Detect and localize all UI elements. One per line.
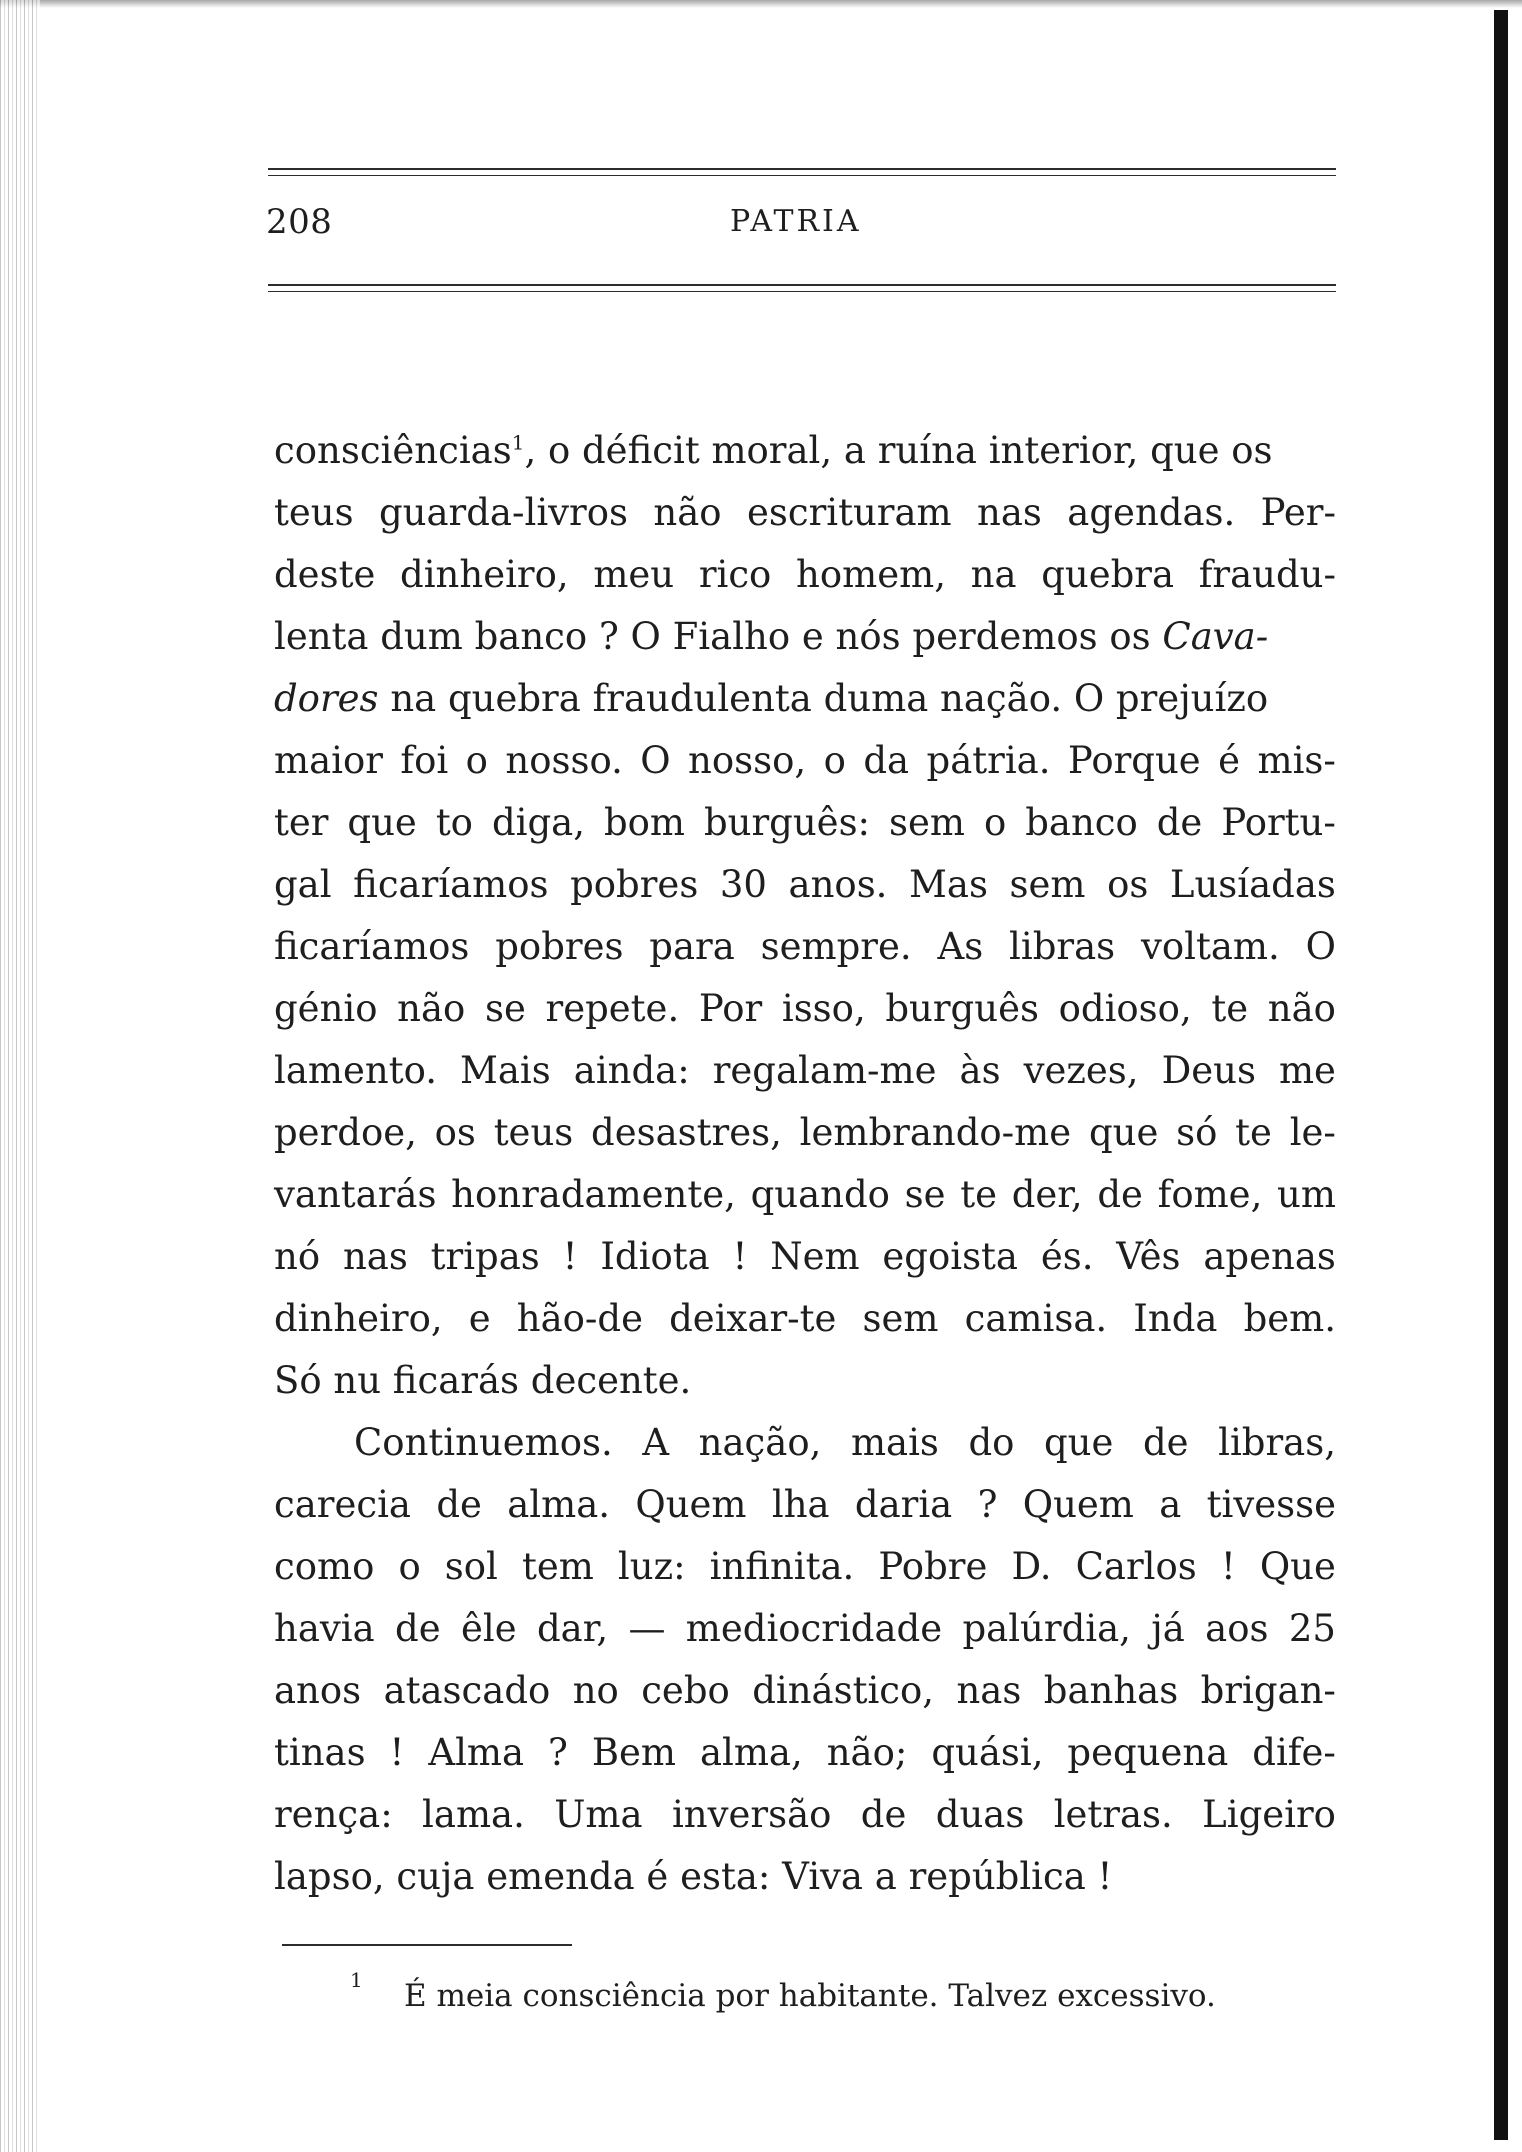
text-word: foi bbox=[400, 739, 449, 782]
text-segment bbox=[274, 668, 1268, 730]
text-word: o bbox=[983, 801, 1007, 844]
text-word: da bbox=[863, 739, 910, 782]
text-word: libras, bbox=[1218, 1421, 1336, 1464]
text-segment: , o déficit moral, a ruína interior, que os bbox=[524, 429, 1273, 472]
text-word: do bbox=[968, 1421, 1015, 1464]
text-word: anos. bbox=[788, 863, 888, 906]
text-word: não; bbox=[826, 1731, 908, 1774]
text-word: tripas bbox=[430, 1235, 540, 1278]
text-word: voltam. bbox=[1140, 925, 1280, 968]
text-word: ter bbox=[274, 801, 329, 844]
text-word: D. bbox=[1011, 1545, 1052, 1588]
text-word: desastres, bbox=[591, 1111, 782, 1154]
text-word: nó bbox=[274, 1235, 321, 1278]
text-word: o bbox=[465, 739, 488, 782]
text-word: Bem bbox=[591, 1731, 676, 1774]
text-word: sem bbox=[862, 1297, 939, 1340]
text-segment bbox=[274, 606, 1268, 668]
text-word: ficaríamos bbox=[274, 925, 470, 968]
text-word: As bbox=[937, 925, 984, 968]
text-word: quando bbox=[750, 1173, 890, 1216]
text-word: de bbox=[436, 1483, 482, 1526]
text-word: dinheiro, bbox=[274, 1297, 443, 1340]
text-word: Quem bbox=[635, 1483, 747, 1526]
text-word: êle bbox=[460, 1607, 517, 1650]
text-word: palúrdia, bbox=[962, 1607, 1131, 1650]
text-word: não bbox=[1267, 987, 1336, 1030]
text-word: no bbox=[572, 1669, 619, 1712]
text-word: te bbox=[1235, 1111, 1272, 1154]
text-word: bom bbox=[603, 801, 685, 844]
text-word: bem. bbox=[1243, 1297, 1336, 1340]
text-word: na bbox=[970, 553, 1017, 596]
text-word: isso, bbox=[781, 987, 866, 1030]
text-word: ! bbox=[389, 1731, 405, 1774]
text-word: lha bbox=[771, 1483, 830, 1526]
text-word: te bbox=[960, 1173, 997, 1216]
page-number: 208 bbox=[266, 202, 333, 242]
text-line bbox=[274, 978, 1336, 1040]
text-word: homem, bbox=[796, 553, 946, 596]
text-word: quebra bbox=[1041, 553, 1175, 596]
footnote-marker: 1 bbox=[350, 1968, 363, 1992]
text-word: não bbox=[397, 987, 466, 1030]
header-top-rule-thin bbox=[268, 175, 1336, 176]
text-line: Só nu ficarás decente. bbox=[274, 1359, 692, 1402]
text-word: vantarás bbox=[274, 1173, 437, 1216]
text-word: tinas bbox=[274, 1731, 366, 1774]
text-line bbox=[274, 1288, 1336, 1350]
text-word: Vês bbox=[1116, 1235, 1181, 1278]
text-word: pobres bbox=[495, 925, 624, 968]
text-word: cebo bbox=[641, 1669, 730, 1712]
text-word: de bbox=[1156, 801, 1203, 844]
text-word: teus bbox=[493, 1111, 574, 1154]
scan-binding-edge bbox=[0, 0, 40, 2152]
text-word: como bbox=[274, 1545, 375, 1588]
text-word: brigan- bbox=[1200, 1669, 1336, 1712]
text-word: regalam-me bbox=[712, 1049, 937, 1092]
text-word: O bbox=[640, 739, 671, 782]
text-word: que bbox=[347, 801, 417, 844]
text-word: burguês: bbox=[703, 801, 871, 844]
text-word: Idiota bbox=[600, 1235, 710, 1278]
text-word: perdoe, bbox=[274, 1111, 417, 1154]
text-word: já bbox=[1151, 1607, 1185, 1650]
text-word: teus bbox=[274, 491, 354, 534]
text-word: os bbox=[434, 1111, 476, 1154]
text-word: nas bbox=[956, 1669, 1022, 1712]
text-word: Quem bbox=[1022, 1483, 1134, 1526]
text-word: odioso, bbox=[1058, 987, 1192, 1030]
text-word: to bbox=[435, 801, 473, 844]
text-word: sol bbox=[444, 1545, 498, 1588]
text-word: dar, bbox=[536, 1607, 609, 1650]
text-word: é bbox=[1218, 739, 1241, 782]
text-word: luz: bbox=[617, 1545, 686, 1588]
text-word: mis- bbox=[1257, 739, 1336, 782]
text-word: ainda: bbox=[573, 1049, 690, 1092]
text-word: se bbox=[904, 1173, 946, 1216]
footnote-text: É meia consciência por habitante. Talvez excessivo. bbox=[404, 1978, 1216, 2014]
text-word: que bbox=[1088, 1111, 1159, 1154]
text-word: se bbox=[484, 987, 526, 1030]
text-word: libras bbox=[1009, 925, 1116, 968]
text-word: ! bbox=[732, 1235, 748, 1278]
header-bottom-rule bbox=[268, 284, 1336, 286]
text-word: banco bbox=[1025, 801, 1138, 844]
text-word: consciências bbox=[274, 429, 512, 472]
text-word: der, bbox=[1011, 1173, 1083, 1216]
text-line bbox=[274, 792, 1336, 854]
text-word: ? bbox=[548, 1731, 568, 1774]
text-word: lembrando-me bbox=[799, 1111, 1072, 1154]
body-text bbox=[274, 420, 1336, 1908]
text-word: de bbox=[860, 1793, 907, 1836]
text-word: vezes, bbox=[1023, 1049, 1139, 1092]
text-line bbox=[274, 916, 1336, 978]
text-word: camisa. bbox=[964, 1297, 1108, 1340]
text-word: diga, bbox=[491, 801, 585, 844]
text-word: a bbox=[1159, 1483, 1182, 1526]
text-word: o bbox=[823, 739, 846, 782]
text-word: Por bbox=[698, 987, 763, 1030]
text-word: que bbox=[1044, 1421, 1114, 1464]
text-word: de bbox=[1097, 1173, 1143, 1216]
text-word: dinheiro, bbox=[400, 553, 569, 596]
text-word: ficaríamos bbox=[353, 863, 549, 906]
text-line bbox=[274, 606, 1336, 668]
text-line bbox=[274, 544, 1336, 606]
text-word: maior bbox=[274, 739, 383, 782]
text-word: alma. bbox=[507, 1483, 611, 1526]
text-word: carecia bbox=[274, 1483, 411, 1526]
text-word: sem bbox=[1009, 863, 1086, 906]
text-word: escrituram bbox=[746, 491, 952, 534]
text-word: gal bbox=[274, 863, 332, 906]
text-word: Continuemos. bbox=[354, 1421, 613, 1464]
text-word: mediocridade bbox=[685, 1607, 943, 1650]
text-word: não bbox=[653, 491, 722, 534]
text-word: Portu- bbox=[1221, 801, 1336, 844]
text-line bbox=[274, 854, 1336, 916]
text-word: burguês bbox=[885, 987, 1039, 1030]
text-line bbox=[274, 668, 1336, 730]
italic-title: dores bbox=[274, 677, 379, 720]
text-word: quási, bbox=[931, 1731, 1044, 1774]
text-word: Per- bbox=[1260, 491, 1336, 534]
text-word: rença: bbox=[274, 1793, 393, 1836]
text-word: ? bbox=[977, 1483, 998, 1526]
text-word: Que bbox=[1259, 1545, 1336, 1588]
running-title: PATRIA bbox=[730, 204, 862, 239]
text-word: repete. bbox=[545, 987, 680, 1030]
text-word: A bbox=[642, 1421, 670, 1464]
paragraph-2 bbox=[274, 1412, 1336, 1908]
text-word: sem bbox=[889, 801, 965, 844]
text-word: mais bbox=[850, 1421, 939, 1464]
text-line bbox=[274, 1722, 1336, 1784]
text-word: egoista bbox=[882, 1235, 1018, 1278]
text-line bbox=[274, 1598, 1336, 1660]
text-word: pátria. bbox=[926, 739, 1051, 782]
text-word: nação, bbox=[698, 1421, 822, 1464]
text-word: aos bbox=[1205, 1607, 1269, 1650]
text-word: dinástico, bbox=[752, 1669, 935, 1712]
text-word: deixar-te bbox=[669, 1297, 837, 1340]
text-word: tem bbox=[521, 1545, 594, 1588]
text-word: Mas bbox=[909, 863, 988, 906]
text-word: Lusíadas bbox=[1169, 863, 1336, 906]
text-line: lapso, cuja emenda é esta: Viva a república ! bbox=[274, 1855, 1113, 1898]
text-word: nosso. bbox=[505, 739, 623, 782]
text-word: génio bbox=[274, 987, 378, 1030]
text-word: honradamente, bbox=[451, 1173, 736, 1216]
text-word: só bbox=[1176, 1111, 1218, 1154]
text-word: Carlos bbox=[1075, 1545, 1197, 1588]
text-word: és. bbox=[1040, 1235, 1094, 1278]
text-word: tivesse bbox=[1206, 1483, 1336, 1526]
text-word: nas bbox=[977, 491, 1042, 534]
text-word: Ligeiro bbox=[1202, 1793, 1336, 1836]
text-line bbox=[274, 1660, 1336, 1722]
text-word: lama. bbox=[422, 1793, 525, 1836]
text-word: apenas bbox=[1203, 1235, 1336, 1278]
text-word: fraudu- bbox=[1198, 553, 1336, 596]
text-line bbox=[274, 1474, 1336, 1536]
text-word: alma, bbox=[699, 1731, 803, 1774]
header-top-rule bbox=[268, 168, 1336, 170]
text-segment: na quebra fraudulenta duma nação. O prejuízo bbox=[390, 677, 1269, 720]
text-word: agendas. bbox=[1067, 491, 1236, 534]
text-word: letras. bbox=[1053, 1793, 1173, 1836]
scan-top-edge bbox=[0, 0, 1522, 8]
text-word: Mais bbox=[459, 1049, 551, 1092]
text-word: Inda bbox=[1133, 1297, 1218, 1340]
text-word: deste bbox=[274, 553, 376, 596]
text-word: sempre. bbox=[760, 925, 912, 968]
text-word: — bbox=[628, 1607, 666, 1650]
text-word: duas bbox=[935, 1793, 1025, 1836]
text-line bbox=[274, 1784, 1336, 1846]
scan-right-edge bbox=[1494, 10, 1508, 2140]
text-word: me bbox=[1278, 1049, 1336, 1092]
text-word: anos bbox=[274, 1669, 362, 1712]
text-line bbox=[274, 1536, 1336, 1598]
footnote-rule bbox=[282, 1944, 572, 1946]
text-word: e bbox=[468, 1297, 491, 1340]
text-word: Porque bbox=[1067, 739, 1201, 782]
text-word: rico bbox=[698, 553, 772, 596]
paragraph-1 bbox=[274, 420, 1336, 1412]
text-word: hão-de bbox=[516, 1297, 644, 1340]
text-word: um bbox=[1277, 1173, 1336, 1216]
text-line bbox=[274, 1164, 1336, 1226]
footnote-reference: 1 bbox=[511, 430, 525, 455]
text-word: Pobre bbox=[878, 1545, 988, 1588]
text-word: Uma bbox=[554, 1793, 643, 1836]
text-word: Alma bbox=[428, 1731, 525, 1774]
text-word: pequena bbox=[1067, 1731, 1229, 1774]
text-word: te bbox=[1211, 987, 1249, 1030]
text-word: banhas bbox=[1043, 1669, 1179, 1712]
text-word: nosso, bbox=[688, 739, 807, 782]
text-word: para bbox=[649, 925, 735, 968]
text-word: fome, bbox=[1157, 1173, 1263, 1216]
text-word: pobres bbox=[570, 863, 699, 906]
text-line bbox=[274, 730, 1336, 792]
text-line bbox=[274, 420, 1336, 482]
text-segment bbox=[274, 420, 1273, 482]
text-word: infinita. bbox=[709, 1545, 855, 1588]
text-line bbox=[274, 482, 1336, 544]
text-word: ! bbox=[562, 1235, 578, 1278]
text-word: às bbox=[959, 1049, 1001, 1092]
text-segment: lenta dum banco ? O Fialho e nós perdemos os bbox=[274, 615, 1151, 658]
text-line bbox=[274, 1226, 1336, 1288]
text-word: O bbox=[1305, 925, 1336, 968]
text-word: daria bbox=[854, 1483, 953, 1526]
text-word: dife- bbox=[1252, 1731, 1336, 1774]
text-word: atascado bbox=[383, 1669, 551, 1712]
text-word: 25 bbox=[1288, 1607, 1336, 1650]
footnote bbox=[350, 1968, 1216, 2014]
text-word: lamento. bbox=[274, 1049, 437, 1092]
text-line bbox=[274, 1040, 1336, 1102]
text-word: guarda-livros bbox=[378, 491, 629, 534]
text-line bbox=[274, 1102, 1336, 1164]
text-word: 30 bbox=[719, 863, 767, 906]
text-word: Deus bbox=[1161, 1049, 1256, 1092]
italic-title: Cava- bbox=[1162, 615, 1269, 658]
text-word: le- bbox=[1289, 1111, 1336, 1154]
text-word: de bbox=[1142, 1421, 1189, 1464]
text-word: Nem bbox=[770, 1235, 860, 1278]
text-word: ! bbox=[1220, 1545, 1236, 1588]
text-word: o bbox=[398, 1545, 421, 1588]
text-word: meu bbox=[593, 553, 675, 596]
text-word: de bbox=[395, 1607, 441, 1650]
header-bottom-rule-thin bbox=[268, 291, 1336, 292]
text-word: havia bbox=[274, 1607, 375, 1650]
text-word: nas bbox=[342, 1235, 408, 1278]
text-word: os bbox=[1107, 863, 1149, 906]
text-line bbox=[274, 1412, 1336, 1474]
text-word: inversão bbox=[671, 1793, 832, 1836]
